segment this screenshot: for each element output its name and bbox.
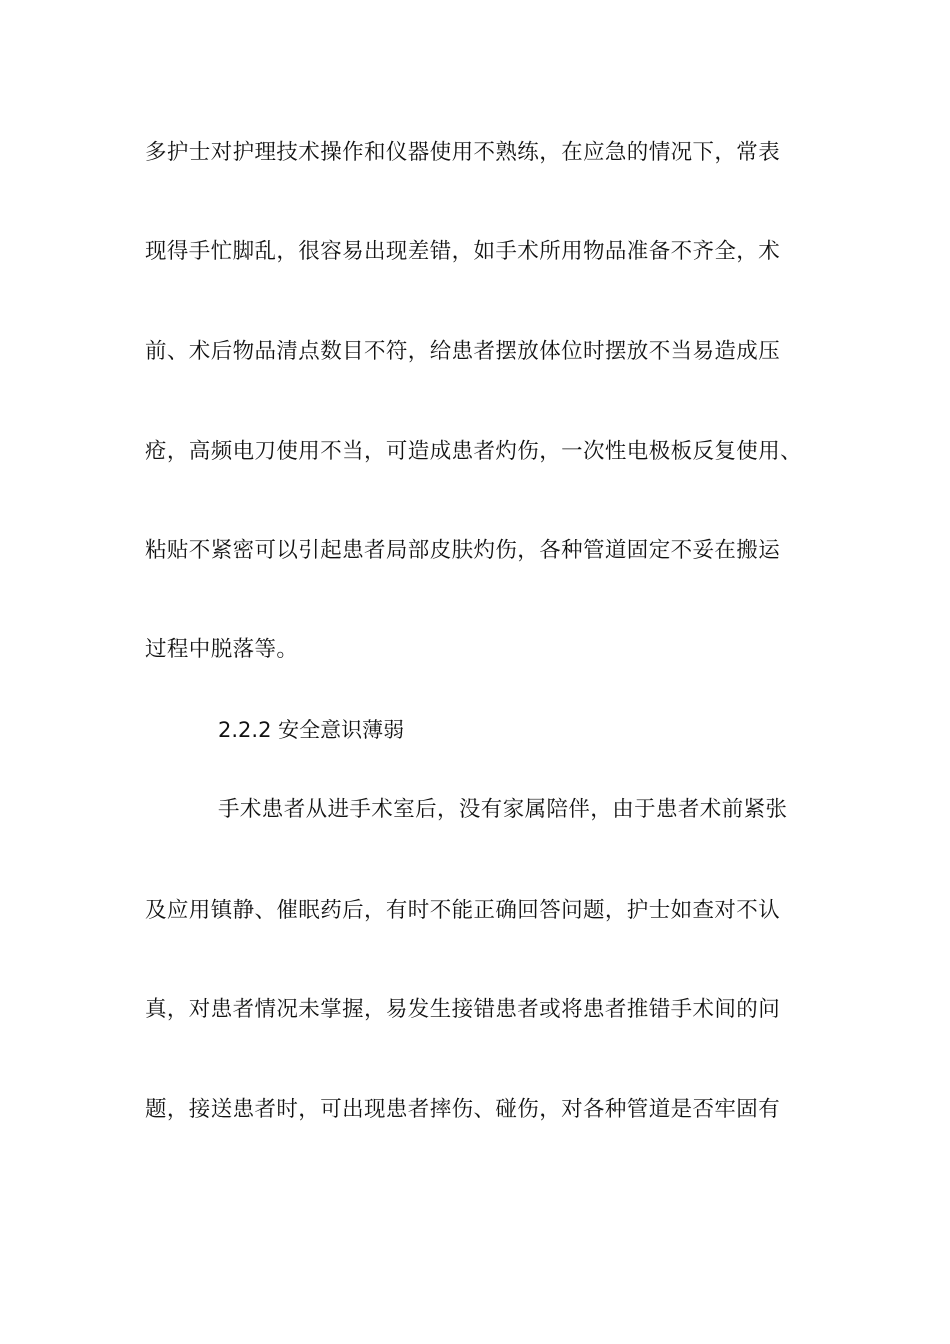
section-heading: 2.2.2 安全意识薄弱 — [218, 718, 405, 742]
paragraph-line: 粘贴不紧密可以引起患者局部皮肤灼伤，各种管道固定不妥在搬运 — [145, 538, 781, 563]
paragraph-line: 题，接送患者时，可出现患者摔伤、碰伤，对各种管道是否牢固有 — [145, 1097, 781, 1122]
paragraph-line: 疮，高频电刀使用不当，可造成患者灼伤，一次性电极板反复使用、 — [145, 439, 803, 464]
paragraph-line: 现得手忙脚乱，很容易出现差错，如手术所用物品准备不齐全，术 — [145, 239, 781, 264]
paragraph-line: 手术患者从进手术室后，没有家属陪伴，由于患者术前紧张 — [218, 797, 788, 822]
paragraph-line: 真，对患者情况未掌握，易发生接错患者或将患者推错手术间的问 — [145, 997, 781, 1022]
paragraph-line: 过程中脱落等。 — [145, 637, 299, 662]
paragraph-line: 及应用镇静、催眠药后，有时不能正确回答问题，护士如查对不认 — [145, 898, 781, 923]
paragraph-line: 前、术后物品清点数目不符，给患者摆放体位时摆放不当易造成压 — [145, 339, 781, 364]
paragraph-line: 多护士对护理技术操作和仪器使用不熟练，在应急的情况下，常表 — [145, 140, 781, 165]
